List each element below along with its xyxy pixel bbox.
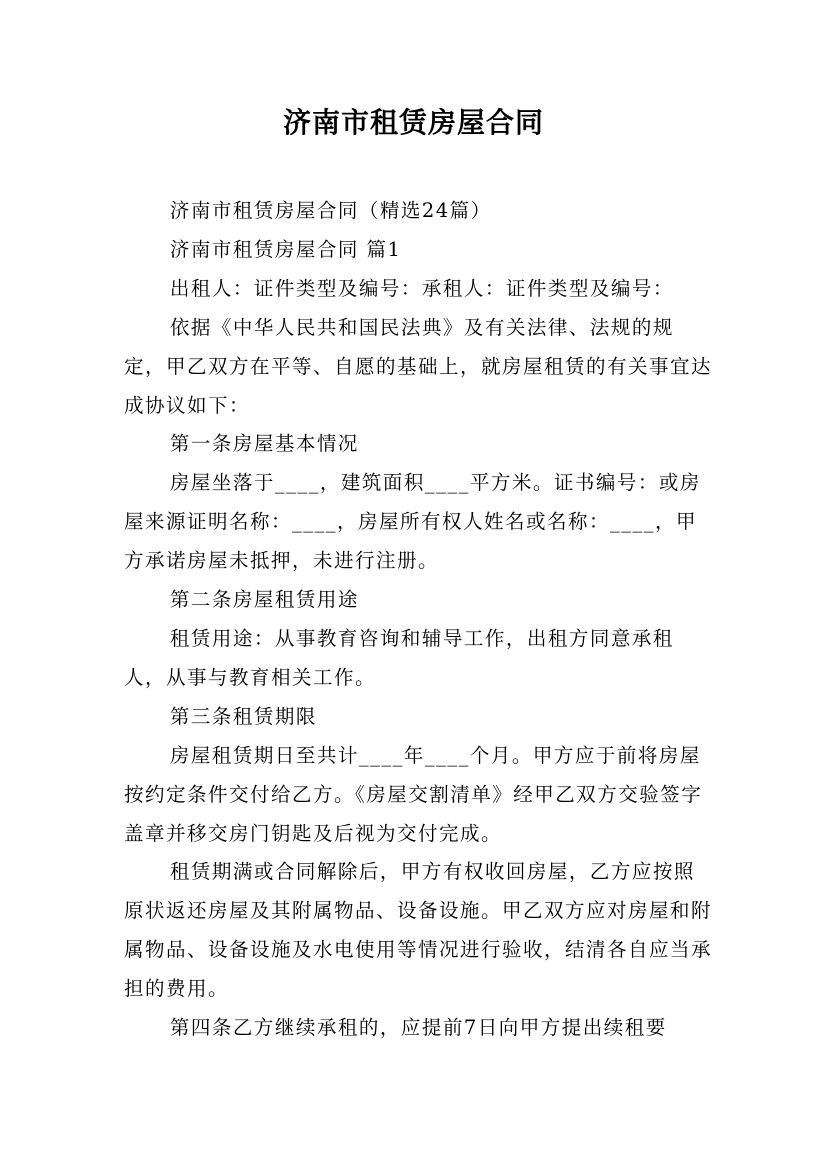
article-1-body: 房屋坐落于____，建筑面积____平方米。证书编号：或房屋来源证明名称：____，房屋所有权人姓名或名称：____，甲方承诺房屋未抵押，未进行注册。 — [124, 471, 701, 573]
paragraph-section-heading: 济南市租赁房屋合同 篇1 — [169, 237, 402, 261]
article-3-body-2: 租赁期满或合同解除后，甲方有权收回房屋，乙方应按照原状返还房屋及其附属物品、设备设施。甲乙双方应对房屋和附属物品、设备设施及水电使用等情况进行验收，结清各自应当承担的费用。 — [124, 860, 713, 1001]
document-title: 济南市租赁房屋合同 — [282, 106, 544, 139]
paragraph-parties: 出租人：证件类型及编号：承租人：证件类型及编号： — [169, 276, 674, 300]
paragraph-basis: 依据《中华人民共和国民法典》及有关法律、法规的规定，甲乙双方在平等、自愿的基础上，就房屋租赁的有关事宜达成协议如下： — [124, 315, 713, 417]
article-2-heading: 第二条房屋租赁用途 — [169, 588, 359, 612]
paragraph-subtitle: 济南市租赁房屋合同（精选24篇） — [169, 199, 492, 222]
article-3-body-1: 房屋租赁期日至共计____年____个月。甲方应于前将房屋按约定条件交付给乙方。《房屋交割清单》经甲乙双方交验签字盖章并移交房门钥匙及后视为交付完成。 — [124, 743, 703, 845]
article-4-body: 第四条乙方继续承租的，应提前7日向甲方提出续租要 — [169, 1016, 667, 1040]
article-3-heading: 第三条租赁期限 — [169, 704, 317, 728]
article-2-body: 租赁用途：从事教育咨询和辅导工作，出租方同意承租人，从事与教育相关工作。 — [124, 626, 674, 689]
article-1-heading: 第一条房屋基本情况 — [169, 432, 359, 456]
document-body — [124, 192, 714, 1048]
